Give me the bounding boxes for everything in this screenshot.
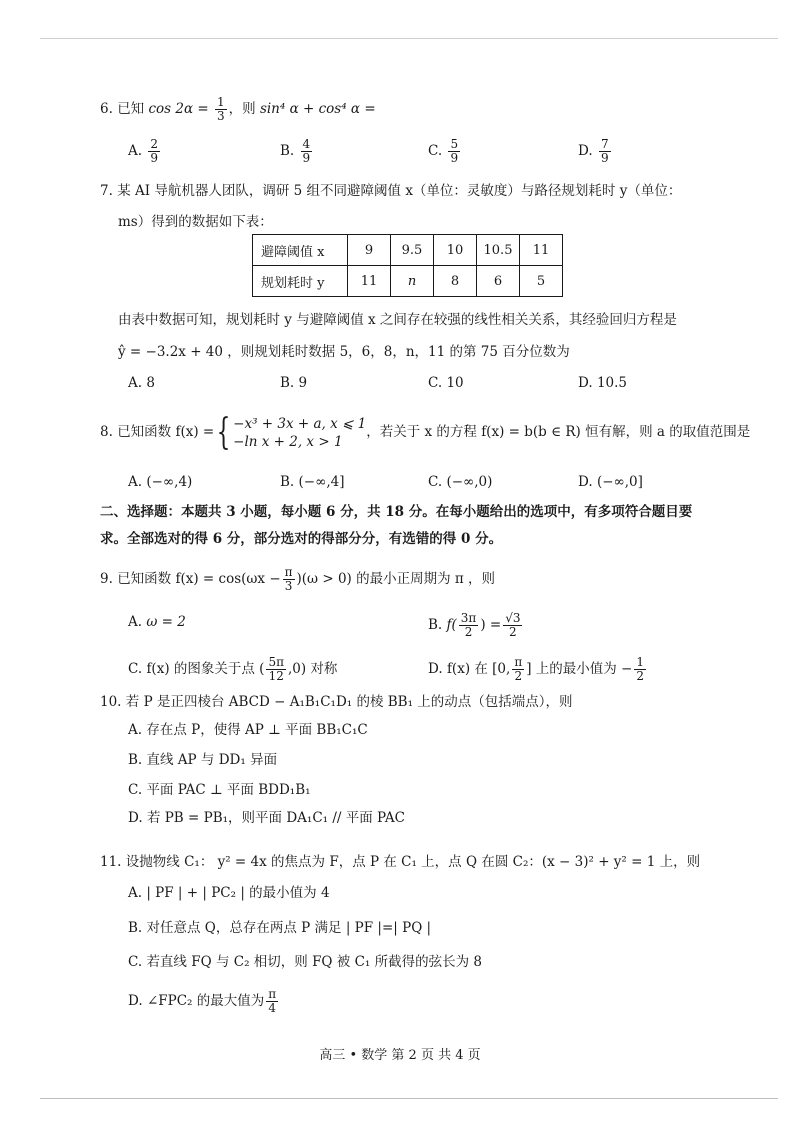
q11-option-b: B. 对任意点 Q，总存在两点 P 满足 | PF |=| PQ |	[128, 920, 432, 936]
q7-stem-line1: 7. 某 AI 导航机器人团队，调研 5 组不同避障阈值 x（单位：灵敏度）与路径规划耗时 y（单位：	[100, 183, 682, 199]
q11-option-d: D. ∠FPC₂ 的最大值为 $\frac{\pi}{4}$	[128, 987, 277, 1015]
q10-stem: 10. 若 P 是正四棱台 ABCD − A₁B₁C₁D₁ 的棱 BB₁ 上的动点（包括端点），则	[100, 694, 573, 710]
table-cell: 8	[434, 266, 477, 297]
q8-piecewise: −x³ + 3x + a, x ⩽ 1 −ln x + 2, x > 1	[233, 415, 367, 450]
q7-option-d: D. 10.5	[578, 375, 627, 391]
q6-stem: 6. 已知 cos 2α = $\frac{1}{3}$ ，则 sin⁴ α + cos⁴ α =	[100, 95, 376, 123]
q7-option-c: C. 10	[428, 375, 464, 391]
table-header-y: 规划耗时 y	[253, 266, 348, 297]
table-cell: 9.5	[391, 235, 434, 266]
q7-data-table	[252, 234, 563, 297]
table-cell: 9	[348, 235, 391, 266]
table-cell: 11	[348, 266, 391, 297]
q9-option-c: C. f(x) 的图象关于点 ( $\frac{5\pi}{12}$ ,0) 对称	[128, 655, 338, 683]
q6-option-b: B. $\frac{4}{9}$	[280, 137, 311, 165]
q8-number: 8.	[100, 424, 113, 440]
table-cell: 10	[434, 235, 477, 266]
q7-stem-line2: ms）得到的数据如下表：	[118, 214, 273, 230]
q7-option-b: B. 9	[280, 375, 308, 391]
q9-option-a: A. ω = 2	[128, 614, 186, 630]
q7-stem-line3: 由表中数据可知，规划耗时 y 与避障阈值 x 之间存在较强的线性相关关系，其经验回归方程是	[118, 312, 677, 328]
q11-option-c: C. 若直线 FQ 与 C₂ 相切，则 FQ 被 C₁ 所截得的弦长为 8	[128, 954, 482, 970]
table-row	[253, 266, 563, 297]
table-cell: 11	[520, 235, 563, 266]
q11-option-a: A. | PF | + | PC₂ | 的最小值为 4	[128, 885, 330, 901]
q10-option-a: A. 存在点 P，使得 AP ⊥ 平面 BB₁C₁C	[128, 722, 368, 738]
q9-stem: 9. 已知函数 f(x) = cos(ωx − $\frac{\pi}{3}$ )(ω > 0) 的最小正周期为 π ，则	[100, 565, 496, 593]
q9-number: 9.	[100, 571, 113, 587]
q7-number: 7.	[100, 183, 113, 199]
section2-heading-line1: 二、选择题：本题共 3 小题，每小题 6 分，共 18 分。在每小题给出的选项中，有多项符合题目要	[100, 504, 693, 520]
q8-option-a: A. (−∞,4)	[128, 474, 193, 490]
q10-option-b: B. 直线 AP 与 DD₁ 异面	[128, 752, 278, 768]
section2-heading-line2: 求。全部选对的得 6 分，部分选对的得部分分，有选错的得 0 分。	[100, 531, 503, 547]
q8-option-b: B. (−∞,4]	[280, 474, 345, 490]
q6-option-c: C. $\frac{5}{9}$	[428, 137, 459, 165]
q10-number: 10.	[100, 694, 122, 710]
q6-number: 6.	[100, 101, 113, 117]
q11-stem: 11. 设抛物线 C₁： y² = 4x 的焦点为 F，点 P 在 C₁ 上，点 Q 在圆 C₂：(x − 3)² + y² = 1 上，则	[100, 854, 701, 870]
table-cell: 10.5	[477, 235, 520, 266]
q7-stem-line4: ŷ = −3.2x + 40 ，则规划耗时数据 5，6，8，n，11 的第 75 百分位数为	[118, 344, 570, 360]
q7-option-a: A. 8	[128, 375, 155, 391]
q6-option-a: A. $\frac{2}{9}$	[128, 137, 158, 165]
q11-number: 11.	[100, 854, 122, 870]
q8-option-c: C. (−∞,0)	[428, 474, 493, 490]
table-cell: 6	[477, 266, 520, 297]
q8-option-d: D. (−∞,0]	[578, 474, 643, 490]
q6-option-d: D. $\frac{7}{9}$	[578, 137, 609, 165]
page-bottom-edge	[40, 1098, 778, 1099]
page-top-edge	[40, 38, 778, 39]
q6-fraction: $\frac{1}{3}$	[217, 95, 225, 123]
q10-option-d: D. 若 PB = PB₁，则平面 DA₁C₁ // 平面 PAC	[128, 810, 405, 826]
q10-option-c: C. 平面 PAC ⊥ 平面 BDD₁B₁	[128, 782, 311, 798]
table-header-x: 避障阈值 x	[253, 235, 348, 266]
table-cell: 5	[520, 266, 563, 297]
q9-option-d: D. f(x) 在 [0, $\frac{\pi}{2}$ ] 上的最小值为 − $\frac{1}{2}$	[428, 655, 645, 683]
page-footer: 高三 • 数学 第 2 页 共 4 页	[319, 1048, 481, 1063]
table-row	[253, 235, 563, 266]
q9-option-b: B. f( $\frac{3\pi}{2}$ ) = $\frac{√3}{2}$	[428, 611, 521, 639]
q8-stem: 8. 已知函数 f(x) ={ −x³ + 3x + a, x ⩽ 1 −ln x + 2, x > 1 ，若关于 x 的方程 f(x) = b(b ∈ R) 恒有解，则 a 的取值范围是	[100, 411, 751, 453]
table-cell: n	[391, 266, 434, 297]
left-brace-icon: {	[216, 411, 231, 453]
